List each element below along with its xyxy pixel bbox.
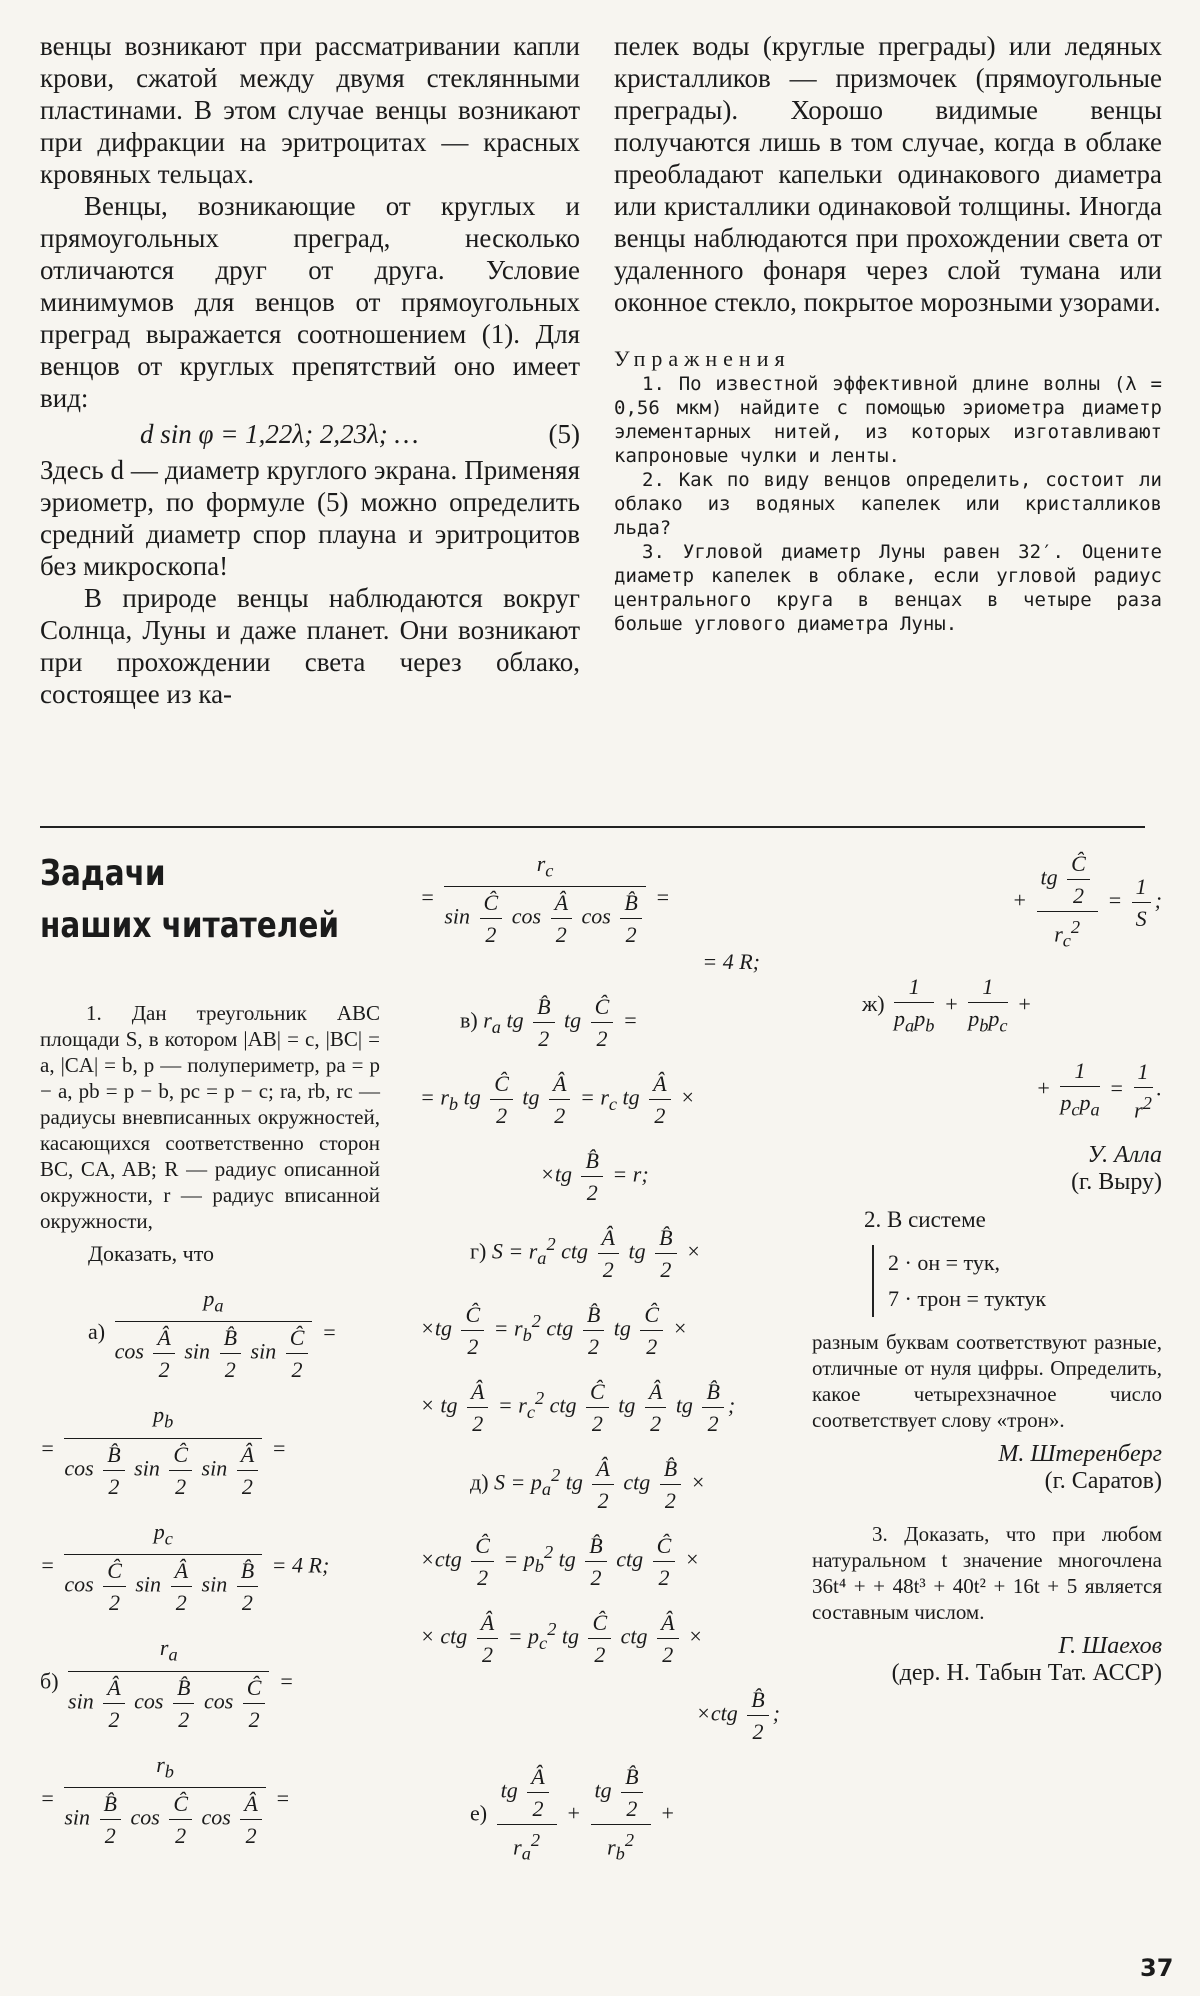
author-1: У. Алла	[1087, 1141, 1162, 1168]
problem-1-text: 1. Дан треугольник ABC площади S, в котором |AB| = c, |BC| = a, |CA| = b, p — полупериметр, pa = p − a, pb = p − b, pc = p − c; ra, rb, rc — радиусы вневписанных окружностей, касающихся соответственно сторон BC, CA, AB; R — радиус описанной окружности, r — радиус вписанной окружности,	[40, 1001, 380, 1233]
page-number: 37	[1140, 1954, 1174, 1982]
equation-g: г) $S = r_a^2$ ctg $\frac{Â}{2}$ tg $\frac{B̂}{2}$ ×	[470, 1225, 701, 1283]
equation-e: е) tg $\frac{Â}{2}$ $r_a^2$ + tg $\frac{B̂}{2}$ $r_b^2$ +	[470, 1764, 675, 1865]
top-right-column	[614, 30, 1162, 636]
exercise-2: 2. Как по виду венцов определить, состоит ли облако из водяных капелек или кристалликов льда?	[614, 469, 1162, 539]
equation-system: 2 · он = тук, 7 · трон = туктук	[872, 1245, 1162, 1317]
exercise-3: 3. Угловой диаметр Луны равен 32′. Оцените диаметр капелек в облаке, если угловой радиус центрального круга в венцах в четыре раза больше углового диаметра Луны.	[614, 541, 1162, 635]
equation-a2: = $p_b$ cos $\frac{B̂}{2}$ sin $\frac{Ĉ}{2}$ sin $\frac{Â}{2}$ =	[40, 1402, 287, 1499]
equation-d2: ×ctg $\frac{Ĉ}{2}$ = $p_b^2$ tg $\frac{B̂}{2}$ ctg $\frac{Ĉ}{2}$ ×	[420, 1533, 700, 1591]
equation-b3: = $r_c$ sin $\frac{Ĉ}{2}$ cos $\frac{Â}{2}$ cos $\frac{B̂}{2}$ =	[420, 851, 671, 948]
equation-g3: × tg $\frac{Â}{2}$ = $r_c^2$ ctg $\frac{Ĉ}{2}$ tg $\frac{Â}{2}$ tg $\frac{B̂}{2}$ ;	[420, 1379, 736, 1437]
city-2: (г. Саратов)	[1044, 1467, 1162, 1494]
equation-d4: ×ctg $\frac{B̂}{2}$ ;	[695, 1687, 780, 1745]
equation-d: д) $S = p_a^2$ tg $\frac{Â}{2}$ ctg $\frac{B̂}{2}$ ×	[470, 1456, 706, 1514]
equation-g2: ×tg $\frac{Ĉ}{2}$ = $r_b^2$ ctg $\frac{B̂}{2}$ tg $\frac{Ĉ}{2}$ ×	[420, 1302, 688, 1360]
equation-zh2: + $\frac{1}{p_cp_a}$ = $\frac{1}{r^2}$ .	[1035, 1058, 1162, 1122]
paragraph: венцы возникают при рассматривании капли крови, сжатой между двумя стеклянными пластинами. В этом случае венцы возникают при дифракции на эритроцитах — красных кровяных тельцах.	[40, 31, 580, 189]
exercises-title: Упражнения	[614, 346, 791, 371]
author-3: Г. Шаехов	[1058, 1632, 1162, 1659]
author-2: М. Штеренберг	[998, 1440, 1162, 1467]
problem-3-text: 3. Доказать, что при любом натуральном t значение многочлена 36t⁴ + + 48t³ + 40t² + 16t + 5 является составным числом.	[812, 1521, 1162, 1624]
section-divider	[40, 826, 1145, 828]
problem-1-column	[40, 1000, 380, 1867]
paragraph: пелек воды (круглые преграды) или ледяных кристалликов — призмочек (прямоугольные преграды). Хорошо видимые венцы получаются лишь в том случае, когда в облаке преобладают капельки одинакового диаметра или кристаллики одинаковой толщины. Иногда венцы наблюдаются при прохождении света от удаленного фонаря через слой тумана или оконное стекло, покрытое морозными узорами.	[614, 31, 1162, 317]
city-3: (дер. Н. Табын Тат. АССР)	[891, 1659, 1162, 1686]
exercises	[614, 372, 1162, 636]
paragraph: В природе венцы наблюдаются вокруг Солнца, Луны и даже планет. Они возникают при прохождении света через облако, состоящее из ка-	[40, 583, 580, 709]
equation-a: а) $p_a$ cos $\frac{Â}{2}$ sin $\frac{B̂}{2}$ sin $\frac{Ĉ}{2}$ =	[88, 1286, 337, 1383]
equation-v3: ×tg $\frac{B̂}{2}$ = r;	[540, 1148, 649, 1206]
paragraph: Здесь d — диаметр круглого экрана. Применяя эриометр, по формуле (5) можно определить средний диаметр спор плауна и эритроцитов без микроскопа!	[40, 455, 580, 581]
paragraph: Венцы, возникающие от круглых и прямоугольных преград, несколько отличаются друг от друга. Условие минимумов для венцов от прямоугольных преград выражается соотношением (1). Для венцов от круглых препятствий оно имеет вид:	[40, 191, 580, 413]
equations-column	[420, 850, 790, 1886]
equation-zh: ж) $\frac{1}{p_ap_b}$ + $\frac{1}{p_bp_c}$ +	[862, 973, 1032, 1036]
city-1: (г. Выру)	[1071, 1168, 1162, 1195]
equation-e2: + tg $\frac{Ĉ}{2}$ $r_c^2$ = $\frac{1}{S}$ ;	[1012, 851, 1162, 951]
exercise-1: 1. По известной эффективной длине волны (λ = 0,56 мкм) найдите с помощью эриометра диаметр элементарных нитей, из которых изготавливают капроновые чулки и ленты.	[614, 373, 1162, 467]
equation-b4: = 4 R;	[702, 949, 760, 975]
equation-v2: = $r_b$ tg $\frac{Ĉ}{2}$ tg $\frac{Â}{2}$ = $r_c$ tg $\frac{Â}{2}$ ×	[420, 1071, 695, 1129]
section-heading: Задачи наших читателей	[40, 853, 340, 946]
equation-b2: = $r_b$ sin $\frac{B̂}{2}$ cos $\frac{Ĉ}{2}$ cos $\frac{Â}{2}$ =	[40, 1751, 291, 1848]
equation-b: б) $r_a$ sin $\frac{Â}{2}$ cos $\frac{B̂}{2}$ cos $\frac{Ĉ}{2}$ =	[40, 1635, 294, 1732]
equation-d3: × ctg $\frac{Â}{2}$ = $p_c^2$ tg $\frac{Ĉ}{2}$ ctg $\frac{Â}{2}$ ×	[420, 1610, 703, 1668]
problem-2-intro: 2. В системе	[864, 1206, 986, 1232]
equation-v: в) $r_a$ tg $\frac{B̂}{2}$ tg $\frac{Ĉ}{2}$ =	[460, 994, 638, 1052]
formula-5: d sin φ = 1,22λ; 2,23λ; … (5)	[140, 419, 580, 449]
prove-label: Доказать, что	[88, 1241, 215, 1266]
problems-2-3-column	[812, 850, 1162, 1687]
problem-2-text: разным буквам соответствуют разные, отличные от нуля цифры. Определить, какое четырехзначное число соответствует слову «трон».	[812, 1329, 1162, 1432]
equation-a3: = $p_c$ cos $\frac{Ĉ}{2}$ sin $\frac{Â}{2}$ sin $\frac{B̂}{2}$ = 4 R;	[40, 1518, 330, 1616]
top-left-column	[40, 30, 580, 710]
